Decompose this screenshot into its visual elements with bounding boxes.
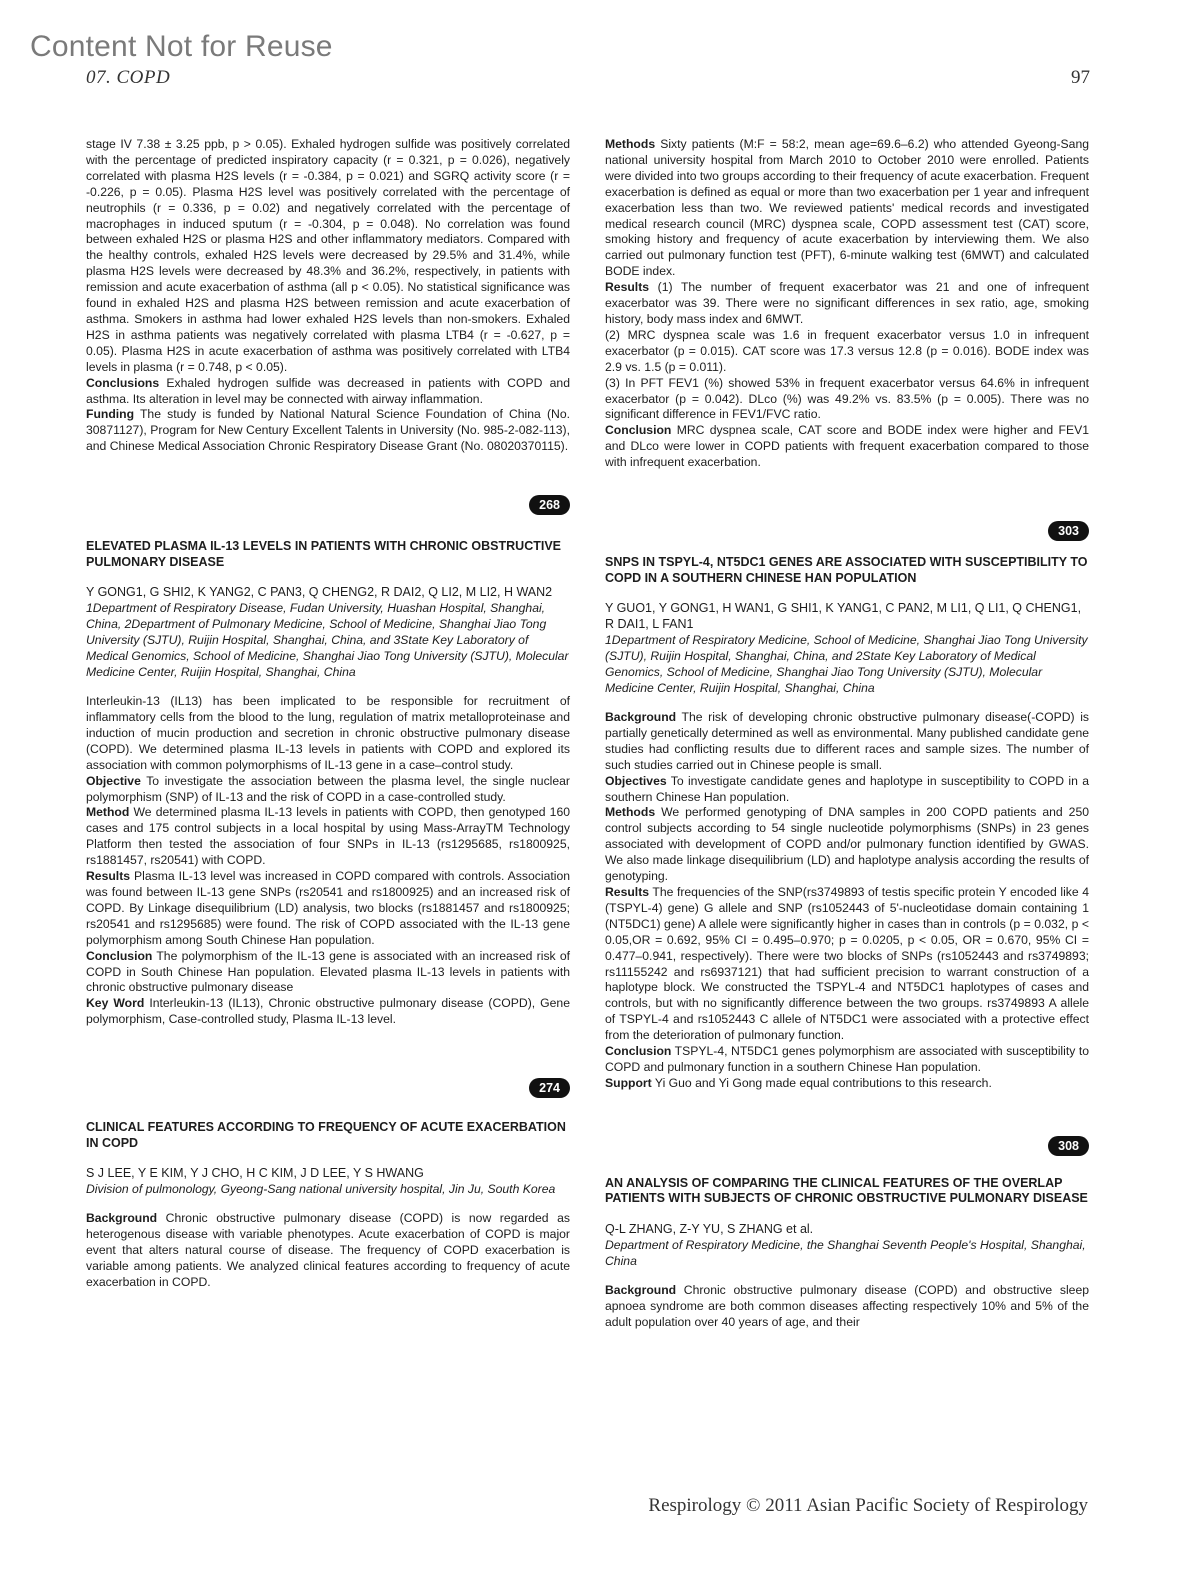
continued-results-3: (3) In PFT FEV1 (%) showed 53% in frequent exacerbator versus 64.6% in infrequent exacerbator (p = 0.042). DLco (%) was 49.2% vs. 83.5% (p = 0.005). There was no significant difference in FEV1/FVC ratio. [605, 375, 1089, 422]
abstract-affiliation: 1Department of Respiratory Disease, Fudan University, Huashan Hospital, Shanghai, China, 2Department of Pulmonary Medicine, School of Medicine, Shanghai Jiao Tong University (SJTU), Ruijin Hospital, Shanghai, China, and 3State Key Laboratory of Medical Genomics, School of Medicine, Shanghai Jiao Tong University (SJTU), Molecular Medicine Center, Ruijin Hospital, Shanghai, China [86, 601, 569, 680]
abstract-authors: Y GUO1, Y GONG1, H WAN1, G SHI1, K YANG1, C PAN2, M LI1, Q LI1, Q CHENG1, R DAI1, L FAN1 [605, 601, 1082, 632]
abstract-affiliation: Division of pulmonology, Gyeong-Sang national university hospital, Jin Ju, South Korea [86, 1182, 556, 1197]
abstract-objective: Objective To investigate the association between the plasma level, the single nuclear polymorphism (SNP) of IL-13 and the risk of COPD in a case-controlled study. [86, 773, 570, 804]
abstract-number-badge: 303 [1048, 521, 1089, 541]
right-column [605, 137, 1089, 1331]
abstract-results: Results The frequencies of the SNP(rs3749893 of testis specific protein Y encoded like 4 (TSPYL-4) gene) G allele and SNP (rs1052443 of 5'-nucleotidase domain containing 1 (NT5DC1) gene) A allele were significantly higher in cases than in controls (p = 0.032, p < 0.05,OR = 0.692, 95% CI = 0.495–0.970; p = 0.0205, p < 0.05, OR = 0.670, 95% CI = 0.477–0.941, respectively). There were two blocks of SNPs (rs1052443 and rs3749893; rs11155242 and rs6937121) that had sufficient precision to warrant construction of a haplotype block. We constructed the TSPYL-4 and NT5DC1 haplotypes of cases and controls, but with no significantly difference between the two groups. rs3749893 A allele of TSPYL-4 and rs1052443 C allele of NT5DC1 were associated with a protective effect from the deterioration of pulmonary function. [605, 885, 1089, 1043]
abstract-results: Results Plasma IL-13 level was increased in COPD compared with controls. Association was found between IL-13 gene SNPs (rs20541 and rs1800925) and an increased risk of COPD. By Linkage disequilibrium (LD) analysis, two blocks (rs1881457 and rs1800925; rs20541 and rs1295685) were found. The risk of COPD associated with the IL-13 gene polymorphism among South Chinese Han population. [86, 869, 571, 947]
watermark: Content Not for Reuse [30, 30, 333, 63]
abstract-title: AN ANALYSIS OF COMPARING THE CLINICAL FEATURES OF THE OVERLAP PATIENTS WITH SUBJECTS OF CHRONIC OBSTRUCTIVE PULMONARY DISEASE [605, 1175, 1088, 1206]
abstract-number-badge: 268 [529, 495, 570, 515]
abstract-authors: S J LEE, Y E KIM, Y J CHO, H C KIM, J D LEE, Y S HWANG [86, 1166, 424, 1181]
abstract-title: ELEVATED PLASMA IL-13 LEVELS IN PATIENTS WITH CHRONIC OBSTRUCTIVE PULMONARY DISEASE [86, 539, 562, 569]
continued-funding: Funding The study is funded by National Natural Science Foundation of China (No. 30871127), Program for New Century Excellent Talents in University (No. 985-2-082-113), and Chinese Medical Association Chronic Respiratory Disease Grant (No. 08020370115). [86, 407, 570, 454]
abstract-affiliation: 1Department of Respiratory Medicine, School of Medicine, Shanghai Jiao Tong University (SJTU), Ruijin Hospital, Shanghai, China, and 2State Key Laboratory of Medical Genomics, School of Medicine, Shanghai Jiao Tong University (SJTU), Molecular Medicine Center, Ruijin Hospital, Shanghai, China [605, 633, 1088, 696]
abstract-objectives: Objectives To investigate candidate genes and haplotype in susceptibility to COPD in a southern Chinese Han population. [605, 773, 1089, 804]
continued-conclusion: Conclusion MRC dyspnea scale, CAT score and BODE index were higher and FEV1 and DLco were lower in COPD patients with frequent exacerbation compared to those with infrequent exacerbation. [605, 423, 1090, 470]
continued-text: stage IV 7.38 ± 3.25 ppb, p > 0.05). Exhaled hydrogen sulfide was positively correlated with the percentage of predicted inspiratory capacity (r = 0.321, p = 0.026), negatively correlated with plasma H2S levels (r = -0.384, p = 0.021) and SGRQ activity score (r = -0.226, p = 0.05). Plasma H2S level was positively correlated with the percentage of neutrophils (r = 0.336, p = 0.02) and negatively correlated with the percentage of macrophages in induced sputum (r = -0.304, p = 0.048). No correlation was found between exhaled H2S or plasma H2S and other inflammatory mediators. Compared with the healthy controls, exhaled H2S levels were decreased by 29.5% and 31.4%, while plasma H2S levels were decreased by 48.3% and 36.2%, respectively, in patients with remission and acute exacerbation of asthma (all p < 0.05). No statistical significance was found in exhaled H2S and plasma H2S between remission and acute exacerbation of asthma. Smokers in asthma had lower exhaled H2S levels than non-smokers. Exhaled H2S in asthma patients was negatively correlated with plasma LTB4 (r = -0.627, p = 0.05). Plasma H2S in acute exacerbation of asthma was positively correlated with LTB4 levels in plasma (r = 0.748, p < 0.05). [86, 137, 570, 374]
abstract-authors: Y GONG1, G SHI2, K YANG2, C PAN3, Q CHENG2, R DAI2, Q LI2, M LI2, H WAN2 [86, 585, 553, 600]
left-column [86, 137, 570, 1291]
abstract-method: Method We determined plasma IL-13 levels in patients with COPD, then genotyped 160 cases and 175 control subjects in a local hospital by using Mass-ArrayTM Technology Platform then tested the association of four SNPs in IL-13 (rs1295685, rs1800925, rs1881457, rs20541) with COPD. [86, 805, 570, 868]
abstract-background: Background The risk of developing chronic obstructive pulmonary disease(-COPD) is partially genetically determined as well as environmental. Many published candidate gene studies had conflicting results due to different races and sample sizes. The number of such studies carried out in Chinese people is small. [605, 710, 1089, 772]
section-label: Conclusions [86, 375, 160, 390]
abstract-support: Support Yi Guo and Yi Gong made equal contributions to this research. [605, 1075, 992, 1090]
continued-conclusions: Conclusions Exhaled hydrogen sulfide was decreased in patients with COPD and asthma. Its alteration in level may be connected with airway inflammation. [86, 375, 570, 406]
abstract-title: SNPS IN TSPYL-4, NT5DC1 GENES ARE ASSOCIATED WITH SUSCEPTIBILITY TO COPD IN A SOUTHERN CHINESE HAN POPULATION [605, 555, 1088, 585]
section-header: 07. COPD [86, 67, 171, 88]
page-footer: Respirology © 2011 Asian Pacific Society of Respirology [648, 1495, 1088, 1516]
abstract-background: Background Chronic obstructive pulmonary disease (COPD) is now regarded as heterogenous disease with variable phenotypes. Acute exacerbation of COPD is major event that alters natural course of disease. The frequency of COPD exacerbation is variable among patients. We analyzed clinical features according to frequency of acute exacerbation in COPD. [86, 1211, 570, 1289]
section-label: Funding [86, 407, 135, 422]
abstract-methods: Methods We performed genotyping of DNA samples in 200 COPD patients and 250 control subjects according to 54 single nucleotide polymorphisms (SNPs) in 23 genes associated with development of COPD and/or pulmonary function identified by GWAS. We also made linkage disequilibrium (LD) and haplotype analysis according the results of genotyping. [605, 805, 1090, 884]
abstract-background: Background Chronic obstructive pulmonary disease (COPD) and obstructive sleep apnoea syndrome are both common diseases affecting respectively 10% and 5% of the adult population over 40 years of age, and their [605, 1282, 1089, 1329]
abstract-affiliation: Department of Respiratory Medicine, the Shanghai Seventh People's Hospital, Shanghai, China [605, 1237, 1086, 1268]
continued-results: Results (1) The number of frequent exacerbator was 21 and one of infrequent exacerbator was 39. There were no significant differences in sex ratio, age, smoking history, body mass index and 6MWT. [605, 280, 1089, 326]
page-number: 97 [1071, 67, 1090, 88]
abstract-conclusion: Conclusion The polymorphism of the IL-13 gene is associated with an increased risk of COPD in South Chinese Han population. Elevated plasma IL-13 levels in patients with chronic obstructive pulmonary disease [86, 948, 571, 995]
continued-methods: Methods Sixty patients (M:F = 58:2, mean age=69.6–6.2) who attended Gyeong-Sang national university hospital from March 2010 to October 2010 were enrolled. Patients were divided into two groups according to their frequency of acute exacerbation. Frequent exacerbation is defined as equal or more than two exacerbation per 1 year and infrequent exacerbation less than two. We reviewed patients' medical records and investigated medical research council (MRC) dyspnea scale, COPD assessment test (CAT) score, smoking history and frequency of acute exacerbation by interviewing them. We also carried out pulmonary function test (PFT), 6-minute walking test (6MWT) and calculated BODE index. [605, 137, 1089, 279]
abstract-number-badge: 274 [529, 1078, 570, 1098]
abstract-title: CLINICAL FEATURES ACCORDING TO FREQUENCY OF ACUTE EXACERBATION IN COPD [86, 1120, 566, 1150]
abstract-keywords: Key Word Interleukin-13 (IL13), Chronic obstructive pulmonary disease (COPD), Gene polymorphism, Case-controlled study, Plasma IL-13 level. [86, 996, 570, 1027]
abstract-authors: Q-L ZHANG, Z-Y YU, S ZHANG et al. [605, 1221, 814, 1236]
continued-results-2: (2) MRC dyspnea scale was 1.6 in frequent exacerbator versus 1.0 in infrequent exacerbator (p = 0.015). CAT score was 17.3 versus 12.8 (p = 0.016). BODE index was 2.9 vs. 1.5 (p = 0.011). [605, 327, 1089, 374]
abstract-conclusion: Conclusion TSPYL-4, NT5DC1 genes polymorphism are associated with susceptibility to COPD and pulmonary function in a southern Chinese Han population. [605, 1044, 1089, 1074]
abstract-intro: Interleukin-13 (IL13) has been implicated to be responsible for recruitment of inflammatory cells from the blood to the lung, regulation of matrix metalloproteinase and induction of mucin production and secretion in chronic obstructive pulmonary disease (COPD). We determined plasma IL-13 levels in patients with COPD and explored its association with common polymorphisms of IL-13 gene in a case–control study. [86, 694, 570, 772]
abstract-number-badge: 308 [1048, 1136, 1089, 1156]
